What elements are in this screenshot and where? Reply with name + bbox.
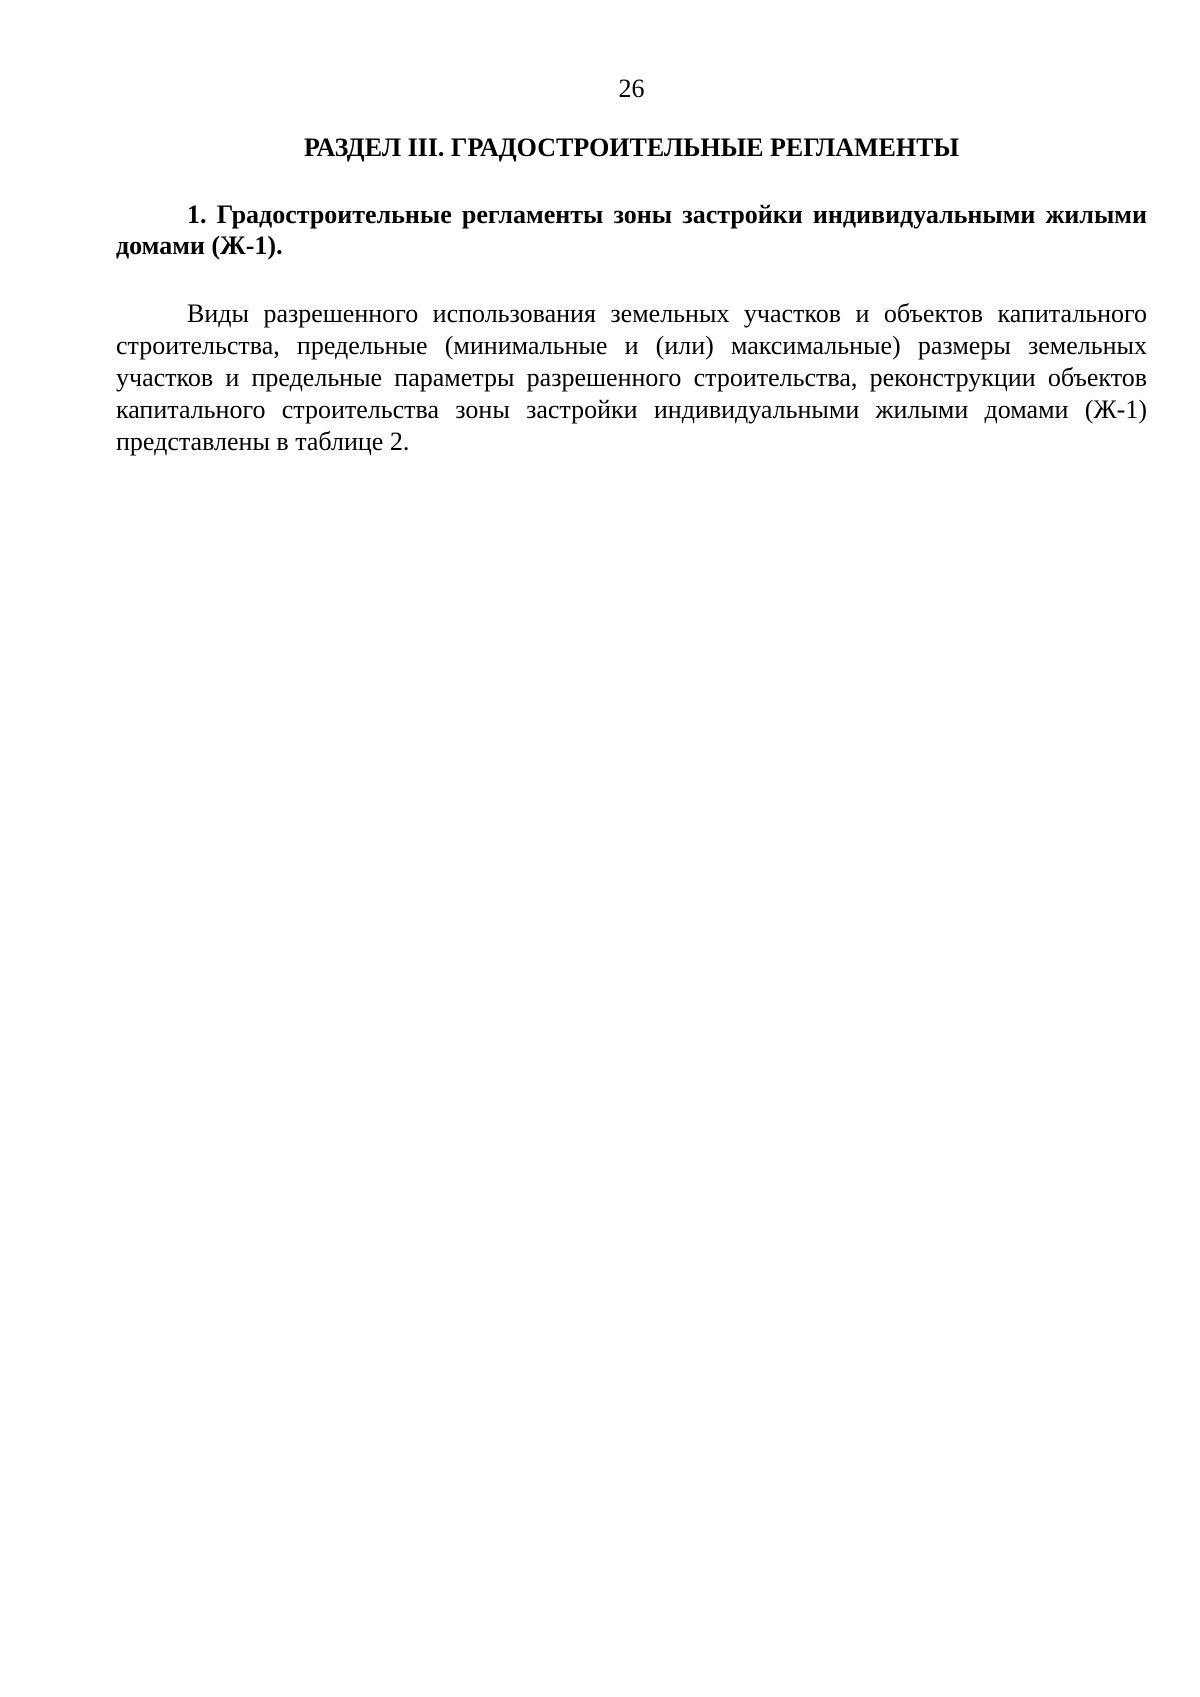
subsection-heading: 1. Градостроительные регламенты зоны застройки индивидуальными жилыми домами (Ж-1). (116, 200, 1147, 260)
page-number: 26 (618, 74, 645, 103)
section-title: РАЗДЕЛ III. ГРАДОСТРОИТЕЛЬНЫЕ РЕГЛАМЕНТЫ (303, 133, 959, 162)
body-paragraph: Виды разрешенного использования земельных участков и объектов капитального строительства, предельные (минимальные и (или) максимальные) размеры земельных участков и предельные параметры разрешенного строительства, реконструкции объектов капитального строительства зоны застройки индивидуальными жилыми домами (Ж-1) представлены в таблице 2. (116, 299, 1147, 456)
